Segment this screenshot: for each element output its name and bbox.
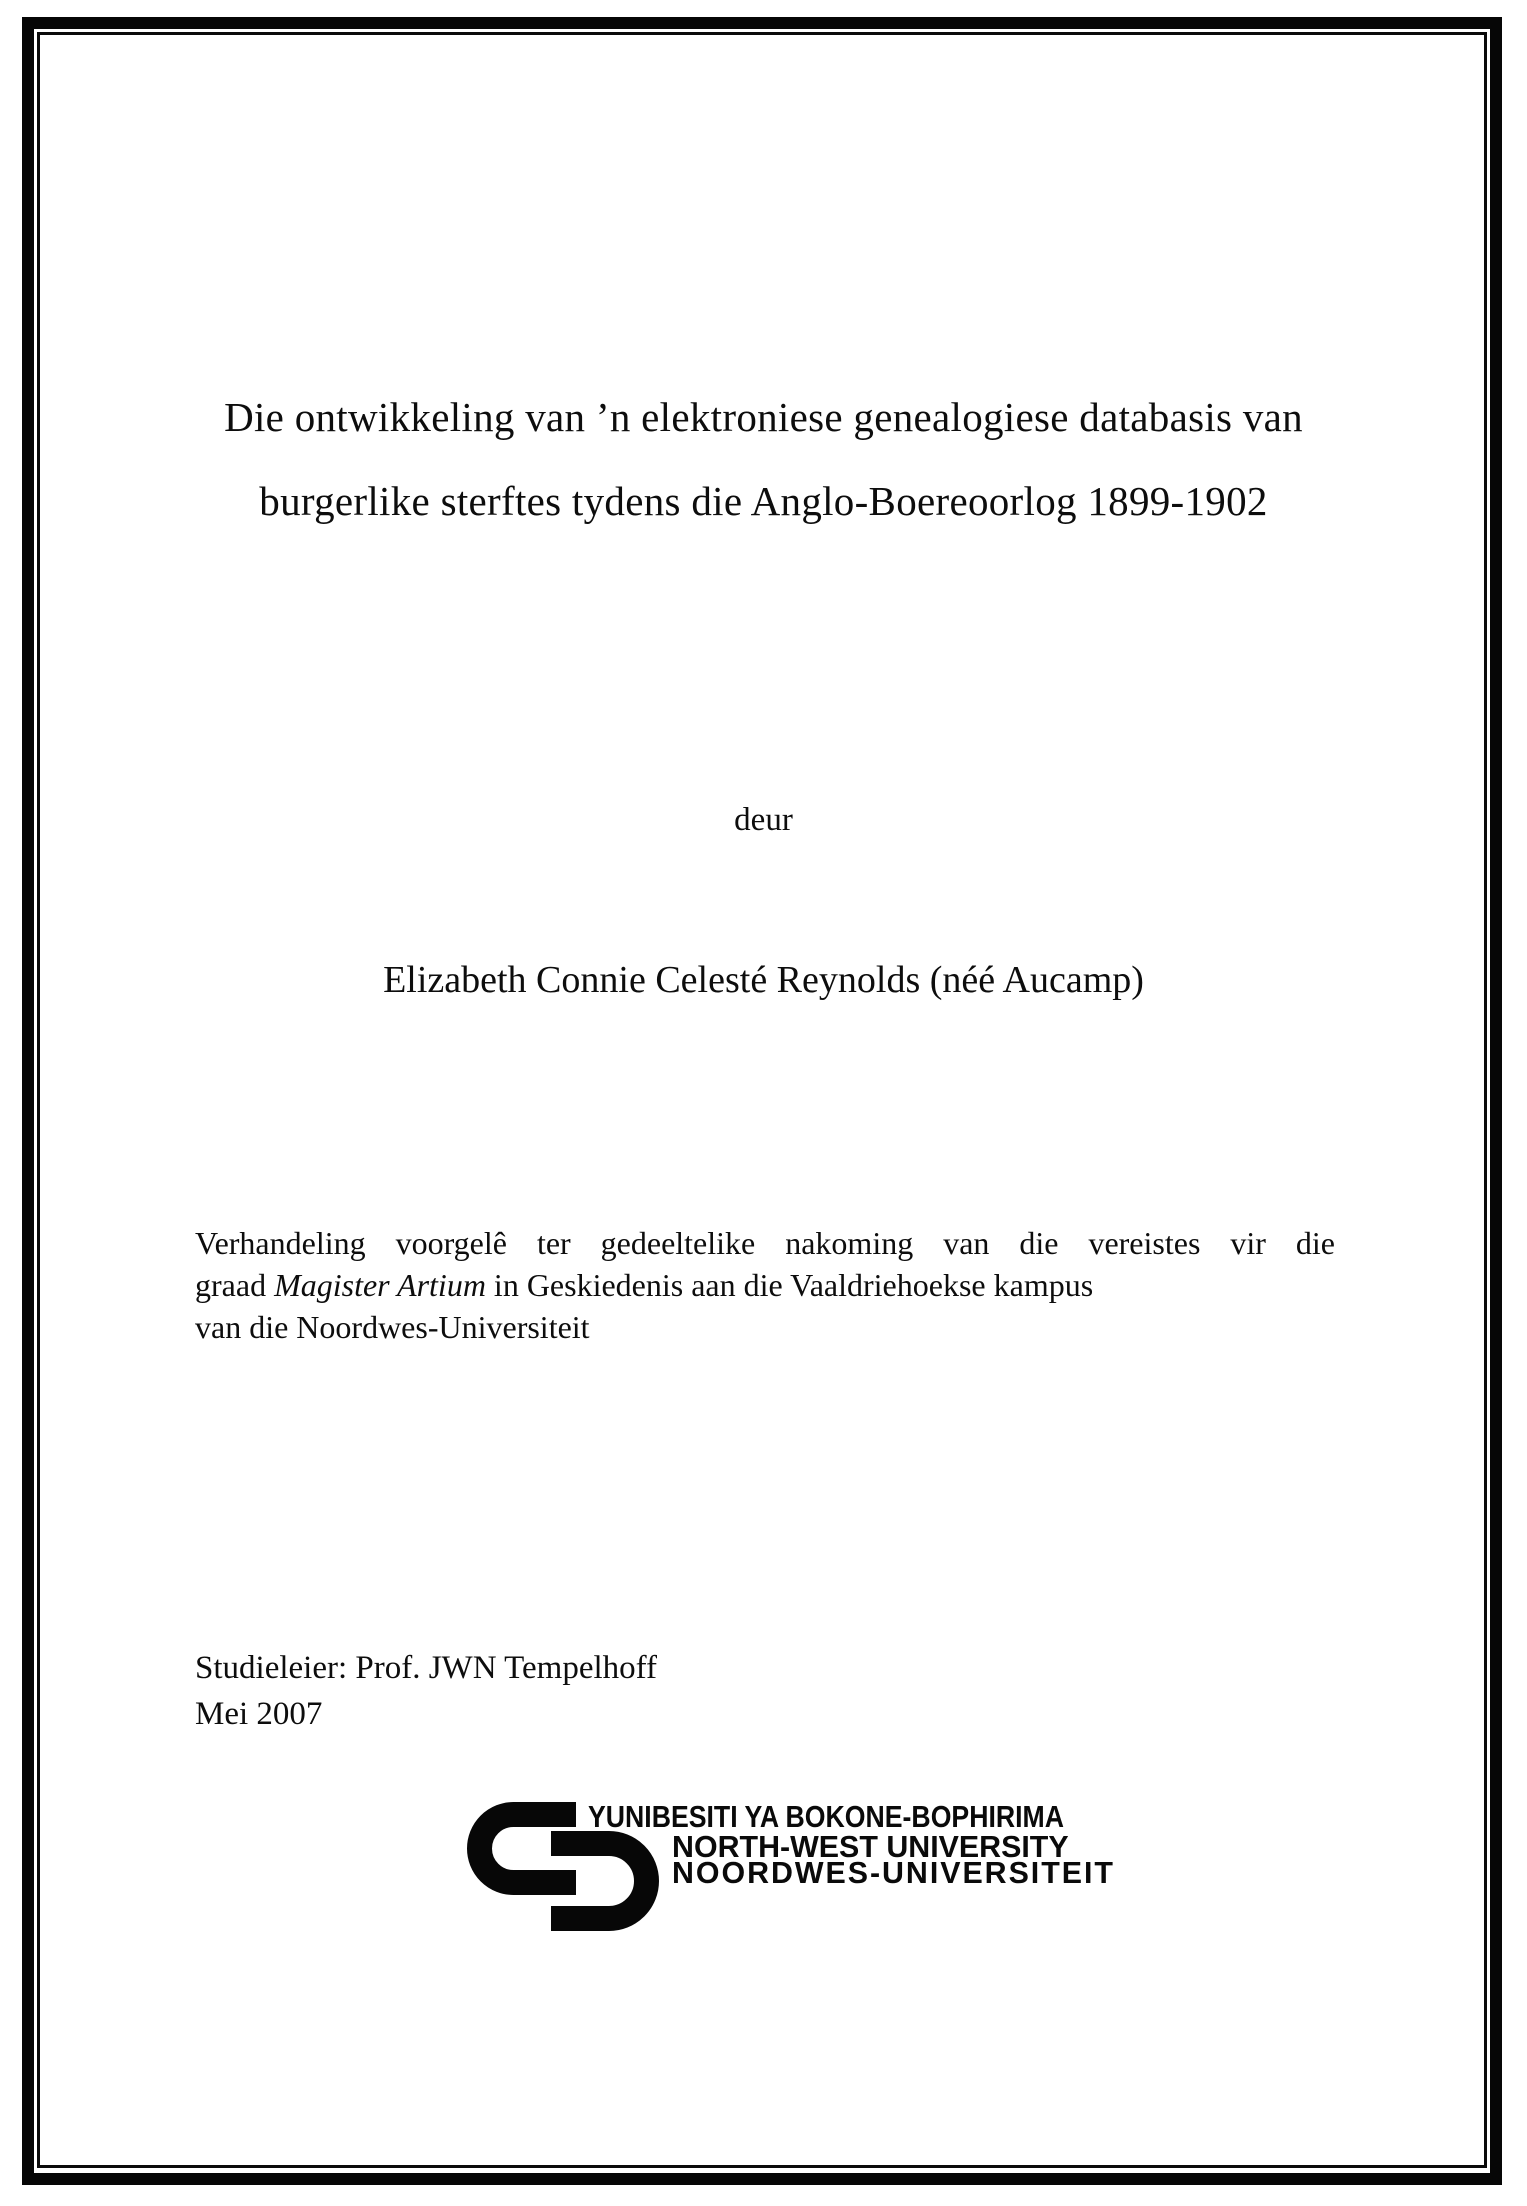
author-name: Elizabeth Connie Celesté Reynolds (néé Aucamp) bbox=[383, 959, 1144, 1001]
logo-text-afrikaans: NOORDWES-UNIVERSITEIT bbox=[672, 1855, 1115, 1890]
date-line: Mei 2007 bbox=[195, 1696, 323, 1732]
degree-name-italic: Magister Artium bbox=[274, 1267, 486, 1303]
degree-statement-line2-prefix: graad bbox=[195, 1267, 275, 1303]
logo-text-setswana: YUNIBESITI YA BOKONE-BOPHIRIMA bbox=[588, 1799, 1064, 1834]
logo-text-english: NORTH-WEST UNIVERSITY bbox=[672, 1829, 1069, 1864]
degree-statement-line1: Verhandeling voorgelê ter gedeeltelike nakoming van die vereistes vir die bbox=[195, 1225, 1335, 1261]
thesis-title-line1: Die ontwikkeling van ’n elektroniese genealogiese databasis van bbox=[224, 394, 1303, 440]
degree-statement-line3: van die Noordwes-Universiteit bbox=[195, 1309, 590, 1345]
supervisor-line: Studieleier: Prof. JWN Tempelhoff bbox=[195, 1650, 658, 1686]
degree-statement bbox=[195, 1222, 1335, 1348]
degree-statement-line2-suffix: in Geskiedenis aan die Vaaldriehoekse kampus bbox=[485, 1267, 1094, 1303]
supervisor-block bbox=[195, 1645, 657, 1737]
thesis-title bbox=[98, 375, 1429, 543]
byline-deur: deur bbox=[734, 802, 793, 838]
thesis-title-line2: burgerlike sterftes tydens die Anglo-Boereoorlog 1899-1902 bbox=[259, 478, 1268, 524]
degree-statement-line2 bbox=[195, 1264, 1335, 1306]
